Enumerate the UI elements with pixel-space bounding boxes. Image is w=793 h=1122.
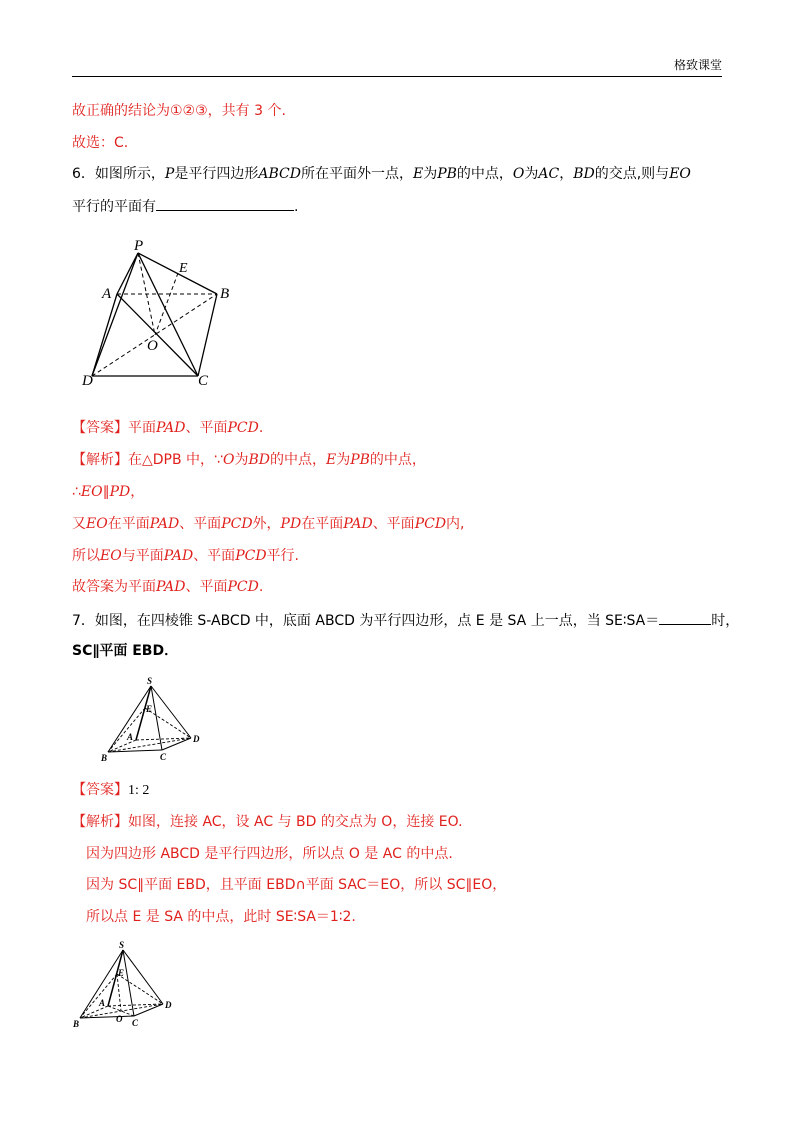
edge-CB [198,294,217,376]
label-A: A [99,998,106,1008]
q7-pyramid-figure [98,674,208,768]
label-S: S [147,676,153,686]
label-A: A [102,286,112,302]
q7-analysis-line4: 所以点 E 是 SA 的中点，此时 SE∶SA＝1∶2. [86,909,356,925]
edge-DB-dashed [92,294,217,376]
q7-analysis-line1: 【解析】如图，连接 AC，设 AC 与 BD 的交点为 O，连接 EO. [72,814,463,830]
label-O: O [147,338,158,354]
label-C: C [160,752,167,762]
prev-conclusion: 故正确的结论为①②③，共有 3 个. [72,103,286,119]
label-B: B [101,753,108,763]
q7-stem-line1: 7．如图，在四棱锥 S-ABCD 中，底面 ABCD 为平行四边形，点 E 是 SA 上一点，当 SE∶SA＝ 时， [72,610,739,631]
label-E: E [179,261,188,276]
q6-analysis-line1: 【解析】在△DPB 中，∵O为BD的中点，E为PB的中点， [72,452,426,468]
q6-stem-line1: 6．如图所示，P是平行四边形ABCD所在平面外一点，E为PB的中点，O为AC，BD的交点,则与EO [72,166,691,182]
label-P: P [134,238,144,254]
label-E: E [118,968,125,978]
label-A: A [127,732,134,742]
label-B: B [220,286,230,302]
answer-blank [659,610,711,625]
page-header [72,54,722,77]
label-S: S [119,940,125,950]
q6-pyramid-figure [80,236,250,392]
q7-analysis-line3: 因为 SC∥平面 EBD，且平面 EBD∩平面 SAC＝EO，所以 SC∥EO， [86,877,507,893]
label-D: D [82,373,93,389]
prev-choice: 故选：C. [72,135,129,151]
q7-solution-figure [70,940,180,1034]
q7-stem-line2: SC∥平面 EBD． [72,643,179,659]
q6-stem-line2: 平行的平面有 . [72,196,298,217]
edge-AC-solid [117,294,198,376]
q7-analysis-line2: 因为四边形 ABCD 是平行四边形，所以点 O 是 AC 的中点. [86,846,453,862]
header-brand: 格致课堂 [673,58,722,72]
q6-analysis-line5: 故答案为平面PAD、平面PCD. [72,579,264,595]
label-C: C [132,1018,139,1028]
edge-PA [117,253,138,294]
q6-analysis-line3: 又EO在平面PAD、平面PCD外，PD在平面PAD、平面PCD内, [72,516,465,532]
q6-analysis-line4: 所以EO与平面PAD、平面PCD平行. [72,548,299,564]
label-B: B [73,1019,80,1029]
label-D: D [165,1000,172,1010]
label-E: E [146,704,153,714]
q6-answer: 【答案】平面PAD、平面PCD. [72,420,264,436]
segment-EO-dashed [155,273,178,335]
edge-PC [138,253,198,376]
edge-PD [92,253,138,376]
label-C: C [198,373,209,389]
answer-blank [156,196,294,211]
q6-analysis-line2: ∴EO∥PD， [72,484,145,500]
label-O: O [116,1014,123,1024]
edge-AD [92,294,117,376]
label-D: D [193,734,200,744]
q7-answer: 【答案】1: 2 [72,782,150,798]
